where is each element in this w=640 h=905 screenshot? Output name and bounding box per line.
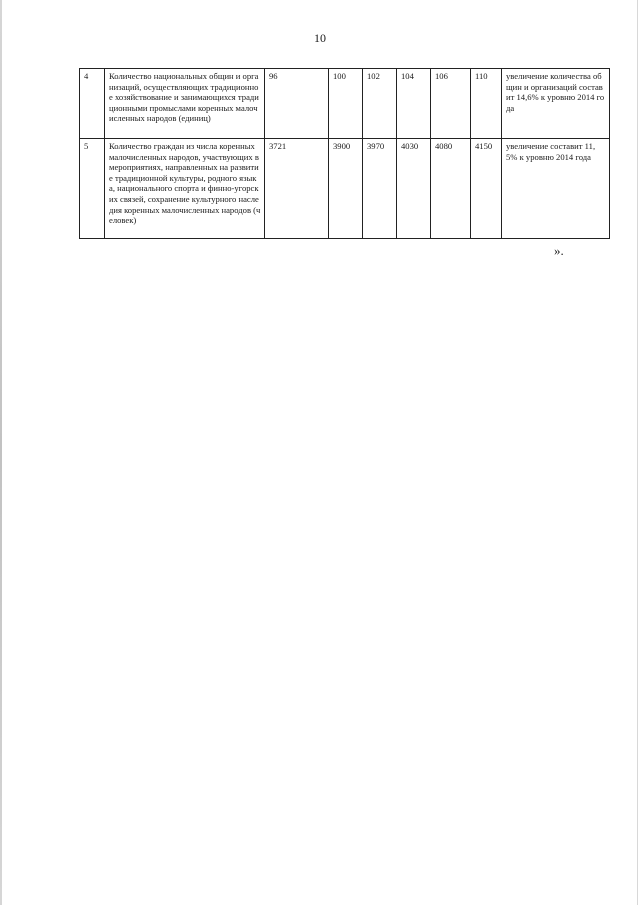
table-row — [80, 69, 610, 139]
value-cell: 4150 — [471, 139, 502, 239]
scan-edge-right — [637, 0, 638, 905]
value-cell: 4080 — [431, 139, 471, 239]
value-cell: 100 — [329, 69, 363, 139]
scan-edge-left — [0, 0, 2, 905]
value-cell: 110 — [471, 69, 502, 139]
value-cell: 106 — [431, 69, 471, 139]
value-cell: 4030 — [397, 139, 431, 239]
value-cell: 96 — [265, 69, 329, 139]
indicator-cell: Количество национальных общин и организаций, осуществляющих традиционное хозяйствование и занимающихся традиционными промыслами коренных малочисленных народов (единиц) — [105, 69, 265, 139]
value-cell: 3900 — [329, 139, 363, 239]
row-number-cell: 4 — [80, 69, 105, 139]
row-number-cell: 5 — [80, 139, 105, 239]
value-cell: 104 — [397, 69, 431, 139]
table-row — [80, 139, 610, 239]
note-cell: увеличение составит 11,5% к уровню 2014 года — [502, 139, 610, 239]
closing-quote-mark: ». — [554, 243, 564, 258]
indicator-cell: Количество граждан из числа коренных малочисленных народов, участвующих в мероприятиях, направленных на развитие традиционной культуры, родного языка, национального спорта и финно-угорских связей, сохранение культурного наследия коренных малочисленных народов (человек) — [105, 139, 265, 239]
value-cell: 3970 — [363, 139, 397, 239]
value-cell: 102 — [363, 69, 397, 139]
indicators-table — [79, 68, 610, 239]
page-number: 10 — [314, 31, 326, 45]
note-cell: увеличение количества общин и организаций составит 14,6% к уровню 2014 года — [502, 69, 610, 139]
value-cell: 3721 — [265, 139, 329, 239]
